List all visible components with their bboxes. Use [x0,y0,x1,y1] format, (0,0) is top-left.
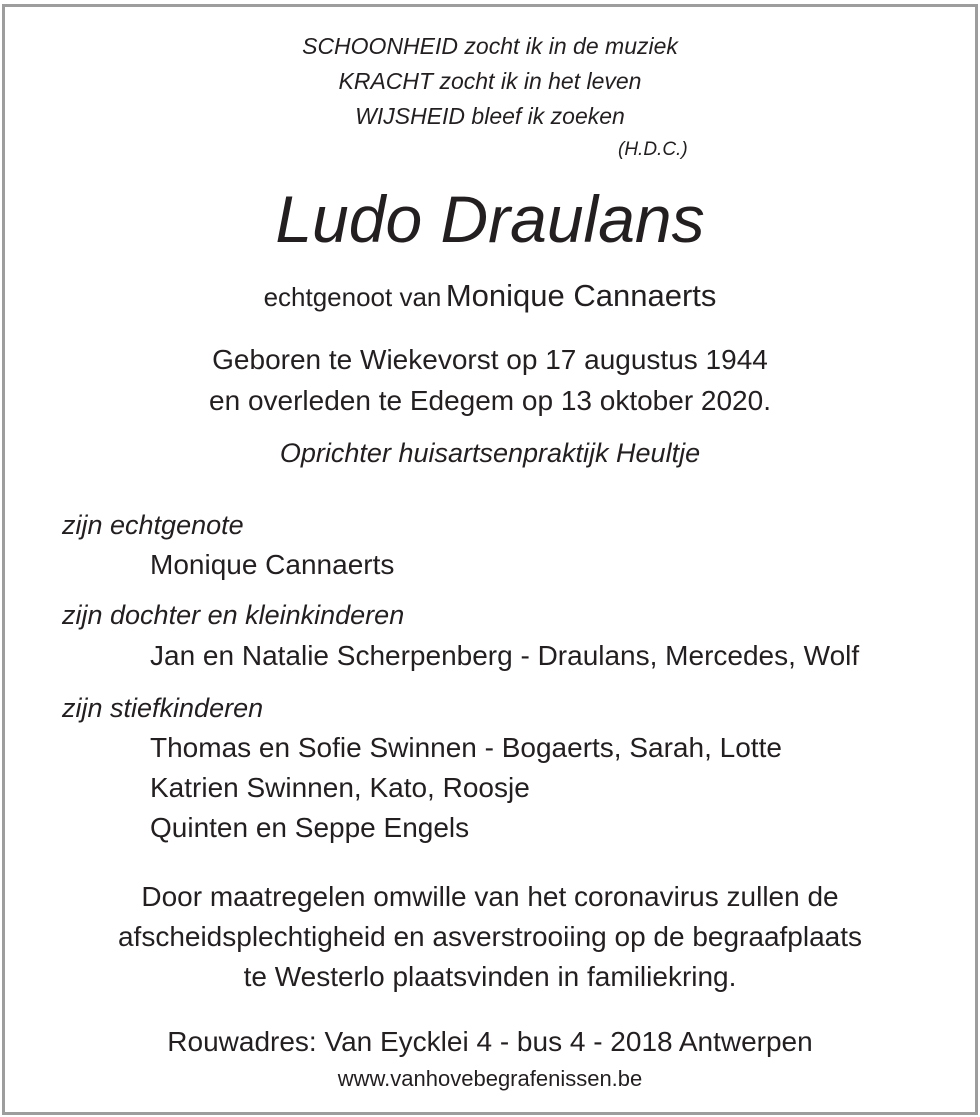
family-member: Jan en Natalie Scherpenberg - Draulans, Mercedes, Wolf [150,640,860,671]
deceased-title: Oprichter huisartsenpraktijk Heultje [279,438,701,468]
notice-line: te Westerlo plaatsvinden in familiekring. [243,961,737,992]
notice-line: Door maatregelen omwille van het coronavirus zullen de [141,881,839,912]
family-member: Monique Cannaerts [150,549,395,580]
birth-line: Geboren te Wiekevorst op 17 augustus 1944 [212,344,768,375]
family-label: zijn stiefkinderen [62,693,264,723]
poem-line: WIJSHEID bleef ik zoeken [355,103,625,129]
spouse-name: Monique Cannaerts [445,278,717,313]
family-member: Thomas en Sofie Swinnen - Bogaerts, Sarah, Lotte [150,732,782,763]
mourning-address: Rouwadres: Van Eycklei 4 - bus 4 - 2018 Antwerpen [167,1026,813,1057]
deceased-name: Ludo Draulans [275,182,705,256]
spouse-line [0,280,980,311]
family-label: zijn echtgenote [62,510,244,540]
family-member: Katrien Swinnen, Kato, Roosje [150,772,530,803]
spouse-prefix: echtgenoot van [263,282,442,312]
notice-line: afscheidsplechtigheid en asverstrooiing op de begraafplaats [117,921,863,952]
poem-line: SCHOONHEID zocht ik in de muziek [302,33,678,59]
poem-line: KRACHT zocht ik in het leven [338,68,642,94]
family-label: zijn dochter en kleinkinderen [62,600,405,630]
website-link[interactable]: www.vanhovebegrafenissen.be [337,1066,643,1091]
family-member: Quinten en Seppe Engels [150,812,470,843]
death-line: en overleden te Edegem op 13 oktober 2020. [209,385,771,416]
poem-attribution: (H.D.C.) [618,139,688,160]
